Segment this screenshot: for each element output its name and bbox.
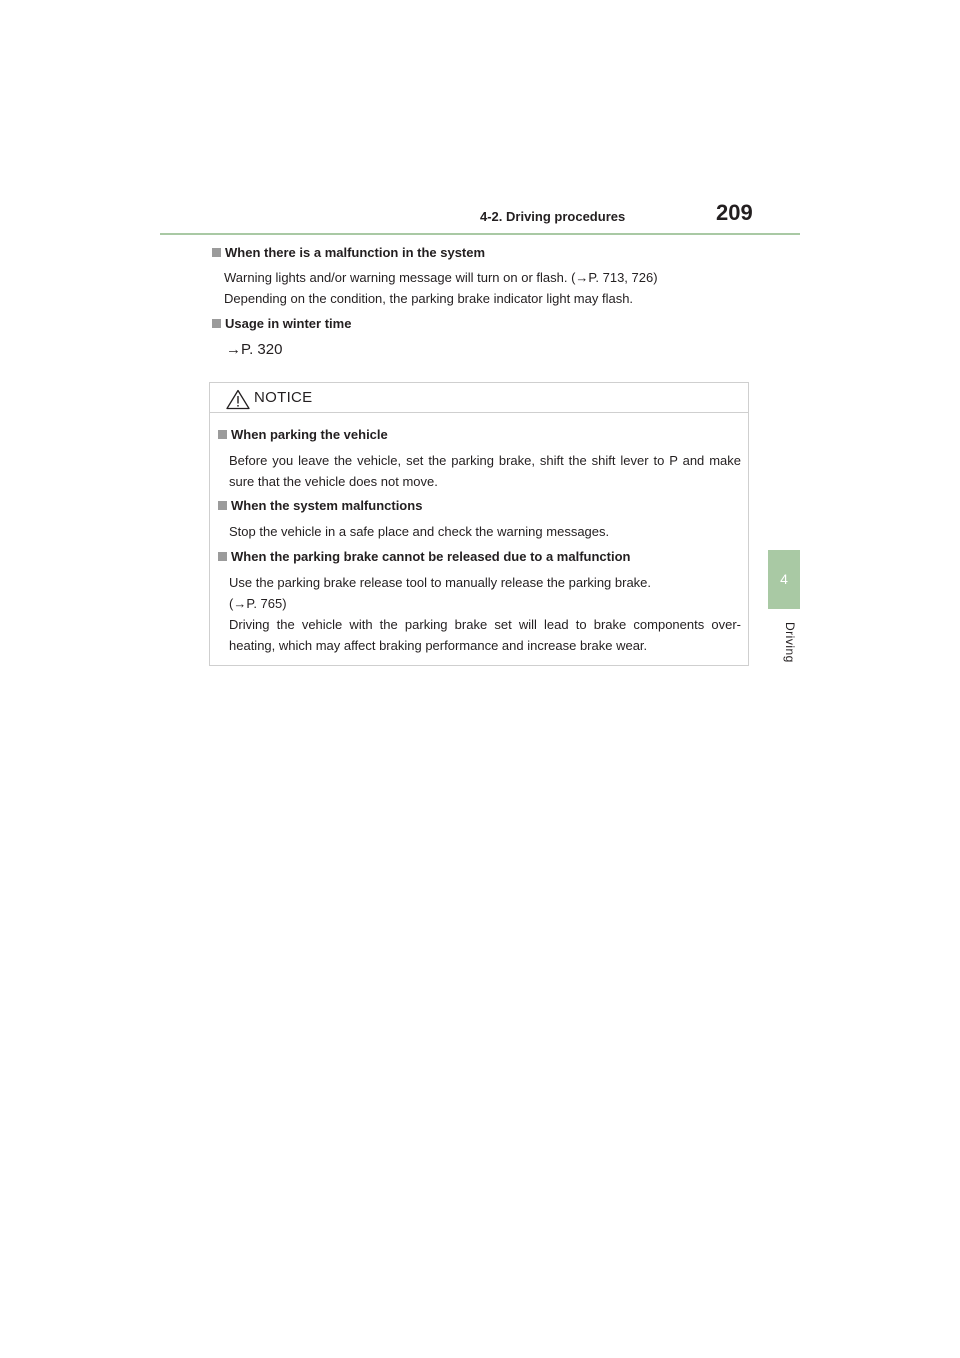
notice-text-parking: Before you leave the vehicle, set the parking brake, shift the shift lever to P and make sure that the vehicle does not move. — [229, 453, 741, 489]
notice-label: NOTICE — [254, 389, 313, 406]
square-bullet-icon — [212, 248, 221, 257]
page-reference-link[interactable]: →P. 320 — [226, 341, 283, 358]
notice-heading-release-malfunction: When the parking brake cannot be released due to a malfunction — [218, 549, 630, 564]
square-bullet-icon — [218, 501, 227, 510]
square-bullet-icon — [218, 552, 227, 561]
section-heading-malfunction: When there is a malfunction in the system — [212, 245, 485, 260]
section-text-malfunction — [224, 267, 764, 309]
page-reference-link[interactable]: (→P. 765) — [229, 596, 287, 611]
page-number: 209 — [716, 200, 753, 225]
notice-header — [210, 383, 748, 413]
notice-heading-system-malfunction: When the system malfunctions — [218, 498, 422, 513]
notice-text-system-malfunction: Stop the vehicle in a safe place and check the warning messages. — [229, 524, 610, 539]
header-rule — [160, 233, 800, 235]
notice-text-release-malfunction — [229, 572, 741, 656]
notice-heading-parking: When parking the vehicle — [218, 427, 388, 442]
warning-triangle-icon — [226, 389, 250, 410]
square-bullet-icon — [212, 319, 221, 328]
text-line: Driving the vehicle with the parking brake set will lead to brake components over-heating, which may affect braking performance and increase brake wear. — [229, 617, 741, 653]
chapter-label: Driving — [783, 622, 797, 663]
text-line: Depending on the condition, the parking brake indicator light may flash. — [224, 291, 634, 306]
notice-box — [209, 382, 749, 666]
section-title: 4-2. Driving procedures — [480, 209, 626, 224]
chapter-tab: 4 — [768, 550, 800, 609]
square-bullet-icon — [218, 430, 227, 439]
text-line: Use the parking brake release tool to manually release the parking brake. — [229, 575, 652, 590]
text-line: Warning lights and/or warning message will turn on or flash. (→P. 713, 726) — [224, 270, 658, 285]
section-heading-winter: Usage in winter time — [212, 316, 351, 331]
